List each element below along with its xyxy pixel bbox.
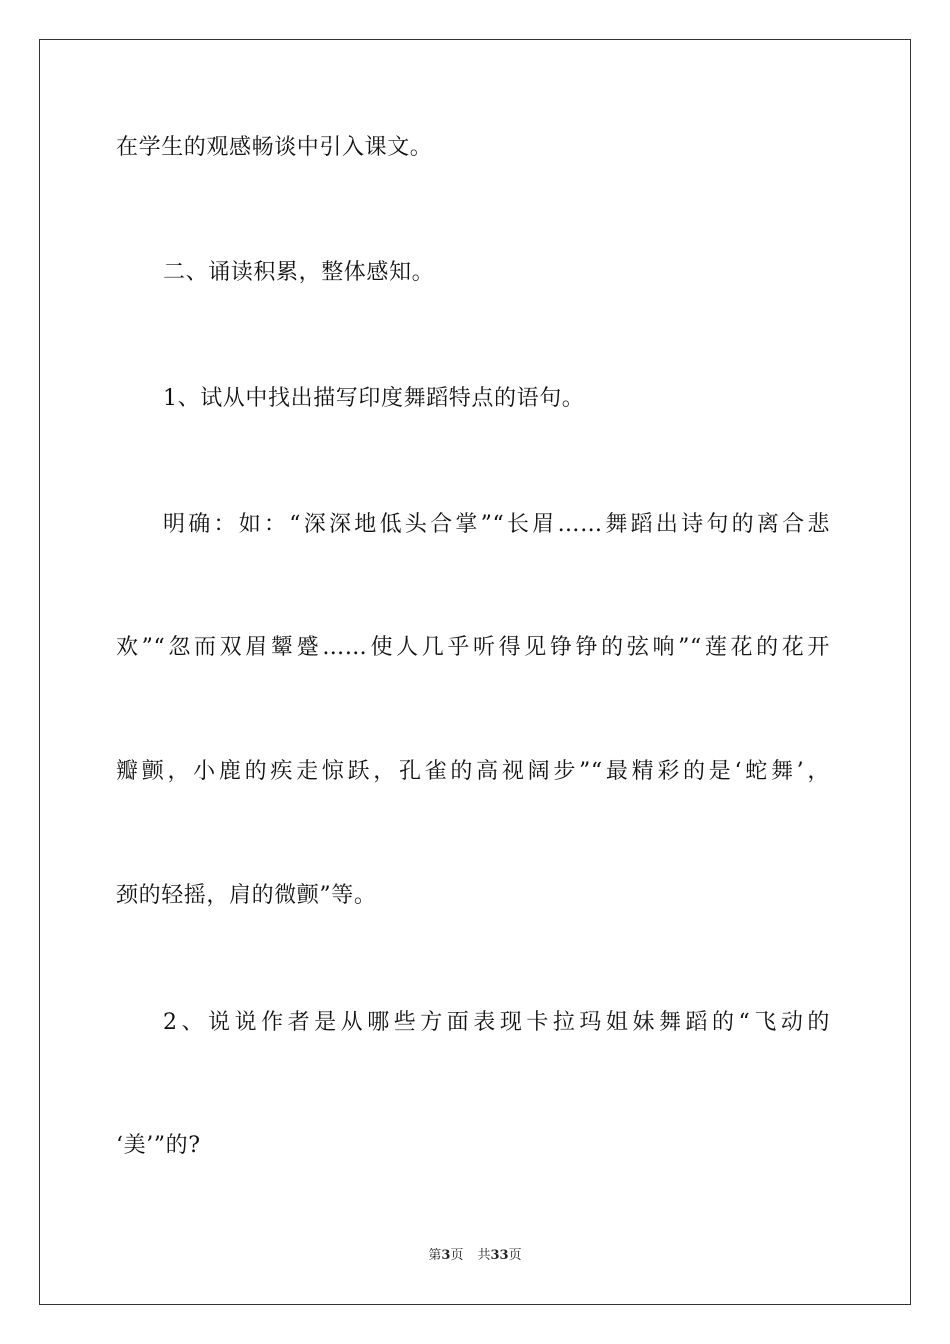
footer-page-suffix: 页: [450, 1248, 464, 1263]
question-1: 1、试从中找出描写印度舞蹈特点的语句。: [163, 386, 585, 411]
footer-total-pages: 33: [490, 1248, 509, 1263]
answer-line-2: 欢”“忽而双眉颦蹙……使人几乎听得见铮铮的弦响”“莲花的花开: [116, 635, 830, 660]
footer-page-number: 3: [441, 1248, 451, 1263]
question-2-line-1: 2、说说作者是从哪些方面表现卡拉玛姐妹舞蹈的“飞动的: [163, 1010, 830, 1035]
question-2-line-2: ‘美’”的?: [116, 1133, 201, 1158]
answer-line-3: 瓣颤，小鹿的疾走惊跃，孔雀的高视阔步”“最精彩的是‘蛇舞’，: [116, 759, 830, 784]
answer-line-4: 颈的轻摇，肩的微颤”等。: [116, 883, 377, 908]
page-footer: [0, 1247, 950, 1265]
footer-page-prefix: 第: [428, 1248, 442, 1263]
section-heading: 二、诵读积累，整体感知。: [163, 260, 435, 285]
text-line-1: 在学生的观感畅谈中引入课文。: [116, 135, 433, 160]
answer-line-1: 明确：如：“深深地低头合掌”“长眉……舞蹈出诗句的离合悲: [163, 512, 830, 537]
footer-total-suffix: 页: [508, 1248, 522, 1263]
page-border: [39, 39, 911, 1305]
footer-total-prefix: 共: [477, 1248, 491, 1263]
